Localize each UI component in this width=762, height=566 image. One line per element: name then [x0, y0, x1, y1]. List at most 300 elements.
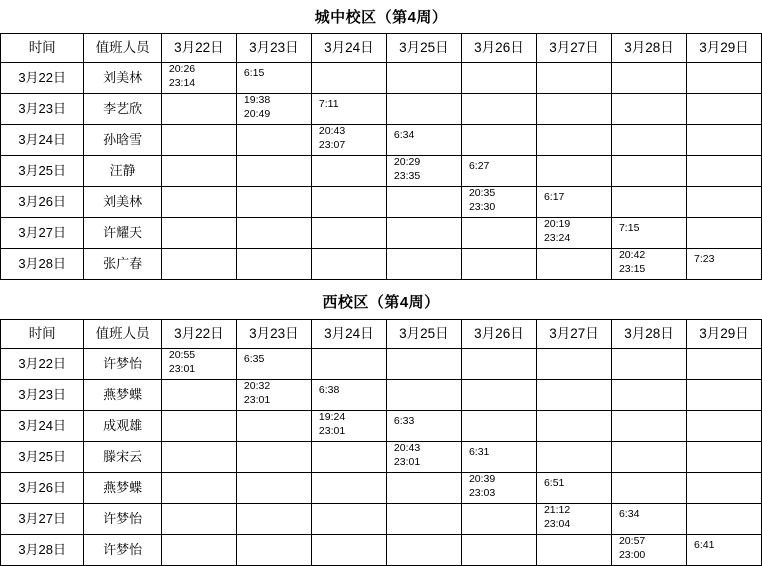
schedule-cell [611, 63, 686, 94]
schedule-cell [161, 156, 236, 187]
row-person: 孙晗雪 [84, 125, 162, 156]
schedule-cell [161, 125, 236, 156]
schedule-cell [686, 156, 761, 187]
cell-empty [387, 226, 461, 241]
row-date: 3月26日 [1, 187, 84, 218]
schedule-cell [161, 187, 236, 218]
schedule-cell [536, 63, 611, 94]
cell-empty [537, 419, 611, 434]
cell-empty [162, 133, 236, 148]
schedule-cell [461, 349, 536, 380]
table-row [1, 156, 762, 187]
cell-empty [537, 388, 611, 403]
cell-time-list [537, 187, 611, 204]
cell-empty [612, 357, 686, 372]
column-header: 值班人员 [84, 320, 162, 349]
table-row [1, 504, 762, 535]
schedule-cell [386, 63, 461, 94]
row-date: 3月23日 [1, 380, 84, 411]
schedule-cell [161, 380, 236, 411]
schedule-cell [311, 442, 386, 473]
cell-empty [687, 419, 761, 434]
cell-empty [462, 102, 536, 117]
schedule-cell [386, 94, 461, 125]
cell-empty [462, 388, 536, 403]
cell-empty [387, 357, 461, 372]
schedule-cell [686, 411, 761, 442]
cell-empty [537, 257, 611, 272]
schedule-cell [236, 442, 311, 473]
schedule-cell [536, 442, 611, 473]
schedule-cell [536, 187, 611, 218]
schedule-cell [461, 504, 536, 535]
table-row [1, 473, 762, 504]
cell-empty [687, 450, 761, 465]
schedule-cell [161, 249, 236, 280]
row-date: 3月27日 [1, 504, 84, 535]
cell-time: 23:04 [543, 517, 571, 530]
cell-time: 20:35 [468, 187, 496, 200]
schedule-cell [611, 380, 686, 411]
cell-time: 6:15 [243, 67, 265, 79]
cell-time: 6:34 [393, 129, 415, 141]
schedule-cell [386, 249, 461, 280]
cell-time: 20:19 [543, 218, 571, 231]
row-person: 燕梦蝶 [84, 473, 162, 504]
cell-time-list [612, 504, 686, 521]
row-date: 3月24日 [1, 125, 84, 156]
cell-time-list [237, 380, 311, 410]
cell-time: 20:57 [618, 535, 646, 548]
schedule-cell [611, 442, 686, 473]
cell-empty [387, 512, 461, 527]
schedule-cell [611, 187, 686, 218]
table-row [1, 411, 762, 442]
schedule-cell [236, 156, 311, 187]
row-date: 3月26日 [1, 473, 84, 504]
schedule-cell [311, 411, 386, 442]
cell-empty [162, 388, 236, 403]
table-row [1, 125, 762, 156]
schedule-cell [386, 411, 461, 442]
column-header: 3月29日 [686, 34, 761, 63]
schedule-cell [686, 63, 761, 94]
cell-time-list [237, 63, 311, 80]
schedule-cell [386, 349, 461, 380]
cell-time-list [537, 504, 611, 534]
schedule-cell [236, 63, 311, 94]
cell-time: 21:12 [543, 504, 571, 517]
schedule-cell [536, 473, 611, 504]
cell-empty [687, 102, 761, 117]
schedule-cell [236, 349, 311, 380]
schedule-cell [161, 218, 236, 249]
cell-empty [537, 357, 611, 372]
schedule-cell [236, 218, 311, 249]
schedule-cell [386, 504, 461, 535]
schedule-cell [686, 504, 761, 535]
cell-empty [687, 164, 761, 179]
cell-empty [312, 164, 386, 179]
cell-time: 7:15 [618, 222, 640, 234]
cell-empty [462, 257, 536, 272]
schedule-cell [536, 504, 611, 535]
cell-empty [162, 226, 236, 241]
row-person: 滕宋云 [84, 442, 162, 473]
row-date: 3月28日 [1, 535, 84, 566]
cell-empty [462, 512, 536, 527]
schedule-cell [161, 442, 236, 473]
column-header: 3月27日 [536, 320, 611, 349]
cell-empty [612, 102, 686, 117]
schedule-cell [386, 380, 461, 411]
section-title-xi: 西校区（第4周） [322, 294, 440, 311]
cell-empty [687, 71, 761, 86]
schedule-section-xi [0, 280, 762, 566]
schedule-cell [161, 94, 236, 125]
cell-time-list [387, 442, 461, 472]
schedule-cell [461, 473, 536, 504]
table-row [1, 94, 762, 125]
cell-time-list [387, 125, 461, 142]
cell-empty [312, 543, 386, 558]
schedule-cell [461, 187, 536, 218]
schedule-cell [611, 249, 686, 280]
cell-empty [162, 512, 236, 527]
cell-empty [612, 419, 686, 434]
cell-empty [162, 450, 236, 465]
schedule-section-chengzhong [0, 0, 762, 280]
column-header: 3月29日 [686, 320, 761, 349]
schedule-cell [386, 125, 461, 156]
schedule-cell [536, 218, 611, 249]
schedule-cell [611, 218, 686, 249]
cell-empty [687, 388, 761, 403]
cell-empty [537, 543, 611, 558]
cell-time: 6:17 [543, 191, 565, 203]
column-header: 3月24日 [311, 320, 386, 349]
column-header: 时间 [1, 34, 84, 63]
cell-empty [462, 419, 536, 434]
schedule-cell [311, 94, 386, 125]
cell-time: 19:38 [243, 94, 271, 107]
schedule-cell [461, 442, 536, 473]
cell-empty [312, 512, 386, 527]
cell-time-list [387, 156, 461, 186]
cell-time: 7:11 [318, 98, 339, 110]
cell-time-list [462, 187, 536, 217]
row-date: 3月25日 [1, 156, 84, 187]
cell-empty [237, 133, 311, 148]
schedule-cell [686, 442, 761, 473]
column-header: 3月22日 [161, 34, 236, 63]
schedule-cell [236, 411, 311, 442]
schedule-cell [236, 187, 311, 218]
cell-time: 20:39 [468, 473, 496, 486]
schedule-cell [686, 94, 761, 125]
cell-time: 23:15 [618, 262, 646, 275]
cell-empty [687, 357, 761, 372]
table-body-chengzhong [1, 34, 762, 280]
table-header-row [1, 320, 762, 349]
cell-empty [162, 164, 236, 179]
column-header: 3月26日 [461, 34, 536, 63]
cell-empty [387, 102, 461, 117]
column-header: 3月26日 [461, 320, 536, 349]
cell-empty [237, 226, 311, 241]
cell-time: 6:51 [543, 477, 565, 489]
schedule-cell [311, 218, 386, 249]
cell-empty [612, 164, 686, 179]
cell-time: 6:27 [468, 160, 490, 172]
cell-time-list [687, 249, 761, 266]
schedule-cell [686, 349, 761, 380]
schedule-cell [161, 63, 236, 94]
schedule-cell [536, 411, 611, 442]
cell-empty [537, 133, 611, 148]
schedule-cell [386, 473, 461, 504]
schedule-cell [461, 218, 536, 249]
schedule-cell [686, 249, 761, 280]
cell-empty [612, 450, 686, 465]
cell-time: 23:14 [168, 76, 196, 89]
schedule-cell [461, 94, 536, 125]
schedule-cell [461, 125, 536, 156]
schedule-cell [311, 473, 386, 504]
cell-time-list [687, 535, 761, 552]
row-date: 3月27日 [1, 218, 84, 249]
column-header: 3月28日 [611, 34, 686, 63]
schedule-cell [236, 94, 311, 125]
cell-empty [387, 257, 461, 272]
row-person: 许梦怡 [84, 504, 162, 535]
schedule-cell [611, 411, 686, 442]
schedule-cell [161, 473, 236, 504]
cell-empty [687, 226, 761, 241]
cell-time: 23:35 [393, 169, 421, 182]
schedule-cell [611, 473, 686, 504]
schedule-cell [536, 380, 611, 411]
row-date: 3月23日 [1, 94, 84, 125]
cell-time: 6:38 [318, 384, 340, 396]
row-person: 许耀天 [84, 218, 162, 249]
schedule-cell [611, 125, 686, 156]
schedule-cell [236, 249, 311, 280]
column-header: 3月25日 [386, 320, 461, 349]
cell-time: 6:33 [393, 415, 415, 427]
cell-empty [237, 195, 311, 210]
cell-empty [612, 71, 686, 86]
cell-time-list [612, 249, 686, 279]
cell-empty [537, 450, 611, 465]
cell-empty [162, 195, 236, 210]
schedule-cell [686, 380, 761, 411]
row-person: 刘美林 [84, 187, 162, 218]
cell-time-list [462, 156, 536, 173]
cell-empty [162, 481, 236, 496]
cell-empty [237, 257, 311, 272]
cell-empty [612, 133, 686, 148]
cell-time: 20:26 [168, 63, 196, 76]
cell-empty [312, 481, 386, 496]
cell-time: 23:01 [243, 393, 271, 406]
schedule-cell [311, 380, 386, 411]
cell-empty [462, 226, 536, 241]
cell-time-list [612, 218, 686, 235]
schedule-cell [686, 218, 761, 249]
cell-empty [312, 226, 386, 241]
schedule-cell [161, 349, 236, 380]
schedule-cell [686, 473, 761, 504]
cell-empty [537, 164, 611, 179]
cell-time: 23:00 [618, 548, 646, 561]
cell-time: 20:43 [318, 125, 346, 138]
cell-empty [687, 195, 761, 210]
schedule-cell [236, 504, 311, 535]
cell-empty [237, 481, 311, 496]
column-header: 3月28日 [611, 320, 686, 349]
cell-empty [162, 543, 236, 558]
table-row [1, 380, 762, 411]
table-row [1, 349, 762, 380]
table-row [1, 249, 762, 280]
cell-empty [387, 388, 461, 403]
cell-empty [537, 71, 611, 86]
cell-empty [162, 102, 236, 117]
column-header: 3月25日 [386, 34, 461, 63]
schedule-cell [311, 63, 386, 94]
schedule-cell [686, 187, 761, 218]
schedule-cell [536, 249, 611, 280]
cell-empty [462, 133, 536, 148]
cell-time: 6:31 [468, 446, 490, 458]
schedule-cell [236, 380, 311, 411]
cell-time-list [312, 411, 386, 441]
table-row [1, 218, 762, 249]
table-body-xi [1, 320, 762, 566]
column-header: 3月23日 [236, 34, 311, 63]
schedule-cell [536, 94, 611, 125]
cell-time: 20:43 [393, 442, 421, 455]
column-header: 时间 [1, 320, 84, 349]
cell-time-list [237, 94, 311, 124]
cell-empty [387, 195, 461, 210]
table-row [1, 187, 762, 218]
cell-time: 20:42 [618, 249, 646, 262]
table-row [1, 63, 762, 94]
cell-time: 20:32 [243, 380, 271, 393]
row-date: 3月22日 [1, 63, 84, 94]
schedule-cell [386, 156, 461, 187]
cell-time: 6:34 [618, 508, 640, 520]
cell-time-list [387, 411, 461, 428]
row-person: 许梦怡 [84, 349, 162, 380]
schedule-cell [386, 218, 461, 249]
cell-time-list [162, 349, 236, 379]
cell-time: 20:49 [243, 107, 271, 120]
schedule-cell [461, 249, 536, 280]
cell-empty [237, 450, 311, 465]
cell-empty [687, 133, 761, 148]
cell-time-list [312, 380, 386, 397]
schedule-cell [611, 504, 686, 535]
cell-empty [537, 102, 611, 117]
cell-time: 23:01 [393, 455, 421, 468]
schedule-cell [386, 187, 461, 218]
cell-time-list [312, 125, 386, 155]
cell-time: 7:23 [693, 253, 715, 265]
table-header-row [1, 34, 762, 63]
schedule-cell [311, 187, 386, 218]
row-person: 汪静 [84, 156, 162, 187]
cell-time: 23:30 [468, 200, 496, 213]
row-person: 李艺欣 [84, 94, 162, 125]
cell-time: 23:24 [543, 231, 571, 244]
schedule-cell [461, 380, 536, 411]
row-person: 刘美林 [84, 63, 162, 94]
cell-time-list [537, 473, 611, 490]
cell-empty [612, 481, 686, 496]
column-header: 3月27日 [536, 34, 611, 63]
cell-empty [387, 71, 461, 86]
cell-empty [162, 419, 236, 434]
row-date: 3月24日 [1, 411, 84, 442]
row-person: 燕梦蝶 [84, 380, 162, 411]
cell-time: 20:55 [168, 349, 196, 362]
section-title-chengzhong: 城中校区（第4周） [314, 9, 448, 26]
row-person: 成观雄 [84, 411, 162, 442]
schedule-cell [536, 125, 611, 156]
cell-empty [612, 388, 686, 403]
cell-time: 23:07 [318, 138, 346, 151]
cell-empty [237, 543, 311, 558]
cell-empty [312, 257, 386, 272]
schedule-cell [386, 442, 461, 473]
column-header: 3月22日 [161, 320, 236, 349]
cell-empty [312, 195, 386, 210]
cell-time-list [237, 349, 311, 366]
schedule-cell [236, 473, 311, 504]
schedule-cell [311, 125, 386, 156]
cell-empty [237, 164, 311, 179]
cell-empty [162, 257, 236, 272]
cell-empty [312, 450, 386, 465]
schedule-cell [311, 349, 386, 380]
schedule-cell [461, 63, 536, 94]
row-date: 3月25日 [1, 442, 84, 473]
schedule-cell [611, 156, 686, 187]
cell-time: 23:03 [468, 486, 496, 499]
schedule-cell [611, 94, 686, 125]
column-header: 3月24日 [311, 34, 386, 63]
cell-empty [237, 512, 311, 527]
table-row [1, 442, 762, 473]
cell-time-list [462, 442, 536, 459]
row-person: 许梦怡 [84, 535, 162, 566]
cell-time: 20:29 [393, 156, 421, 169]
column-header: 3月23日 [236, 320, 311, 349]
schedule-cell [161, 411, 236, 442]
schedule-cell [311, 249, 386, 280]
row-date: 3月28日 [1, 249, 84, 280]
schedule-cell [686, 125, 761, 156]
cell-empty [687, 512, 761, 527]
cell-time-list [162, 63, 236, 93]
cell-time: 6:35 [243, 353, 265, 365]
schedule-cell [311, 504, 386, 535]
schedule-cell [461, 156, 536, 187]
cell-empty [387, 543, 461, 558]
